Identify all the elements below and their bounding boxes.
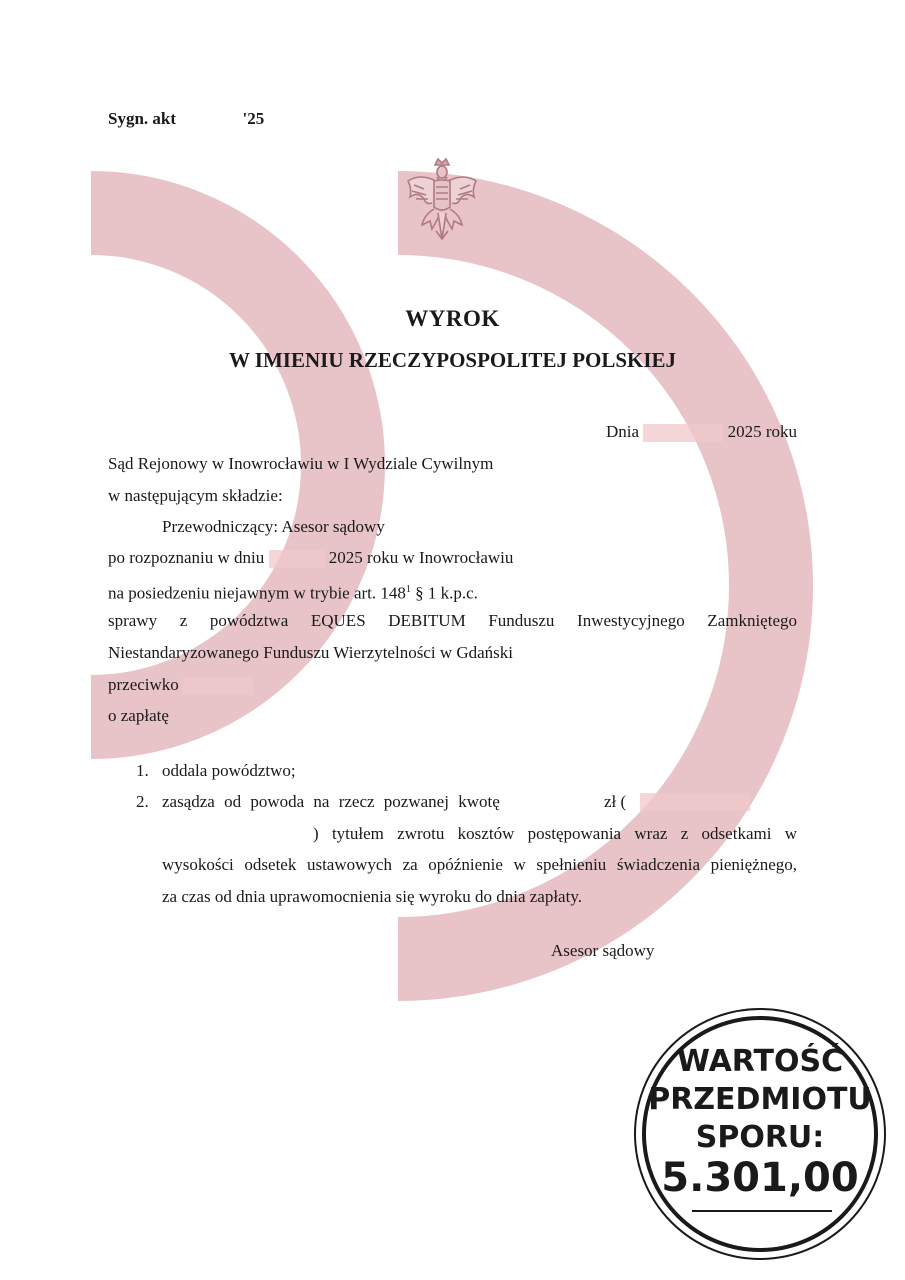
court-name: Sąd Rejonowy w Inowrocławiu w I Wydziale Cywilnym [108, 454, 494, 473]
hearing-line [108, 547, 513, 569]
session-end: § 1 k.p.c. [415, 583, 478, 603]
ruling-2-line-3: wysokości odsetek ustawowych za opóźnienie w spełnieniu świadczenia pieniężnego, [162, 855, 797, 874]
session-line [108, 579, 478, 605]
stamp-line-3: SPORU: [695, 1120, 825, 1155]
hearing-suffix: 2025 roku w Inowrocławiu [328, 548, 514, 567]
stamp-underline [692, 1210, 832, 1212]
date-suffix: 2025 roku [727, 422, 797, 441]
redacted-defendant [183, 677, 253, 695]
case-signature-label: Sygn. akt [108, 109, 177, 128]
case-line-1: sprawy z powództwa EQUES DEBITUM Funduszu Inwestycyjnego Zamkniętego [108, 611, 797, 630]
session-superscript: 1 [405, 584, 411, 595]
judgment-date [606, 421, 797, 443]
judgment-subtitle: W IMIENIU RZECZYPOSPOLITEJ POLSKIEJ [228, 348, 677, 372]
eagle-emblem-icon [402, 155, 482, 243]
presiding-judge [162, 516, 385, 538]
redacted-hearing-date [269, 550, 325, 568]
session-text: na posiedzeniu niejawnym w trybie art. 148 [108, 583, 406, 603]
hearing-prefix: po rozpoznaniu w dniu [108, 548, 265, 567]
presiding-label: Przewodniczący: Asesor sądowy [162, 517, 385, 536]
case-subject: o zapłatę [108, 706, 169, 725]
case-line-2: Niestandaryzowanego Funduszu Wierzytelności w Gdański [108, 643, 514, 662]
date-prefix: Dnia [606, 422, 640, 441]
ruling-1-text: oddala powództwo; [162, 761, 296, 780]
defendant-line [108, 674, 253, 696]
stamp-line-2: PRZEDMIOTU [648, 1082, 872, 1117]
redacted-date [643, 424, 723, 442]
ruling-2-number: 2. [136, 792, 149, 811]
ruling-2-line-4: za czas od dnia uprawomocnienia się wyroku do dnia zapłaty. [162, 887, 582, 906]
case-signature [108, 108, 264, 130]
case-signature-suffix: '25 [242, 109, 265, 128]
composition-label: w następującym składzie: [108, 486, 283, 505]
judgment-title: WYROK [405, 306, 500, 331]
redacted-amount-words [640, 793, 750, 811]
stamp-line-1: WARTOŚĆ [676, 1044, 844, 1079]
dispute-value-stamp [634, 1008, 886, 1260]
ruling-2-start: zasądza od powoda na rzecz pozwanej kwotę [162, 792, 500, 811]
ruling-1-number: 1. [136, 761, 149, 780]
ruling-2-currency: zł ( [604, 792, 627, 811]
signature-label: Asesor sądowy [551, 941, 655, 960]
ruling-2-line-2: ) tytułem zwrotu kosztów postępowania wraz z odsetkami w [313, 824, 797, 843]
against-label: przeciwko [108, 675, 179, 694]
stamp-value: 5.301,00 [661, 1155, 859, 1201]
